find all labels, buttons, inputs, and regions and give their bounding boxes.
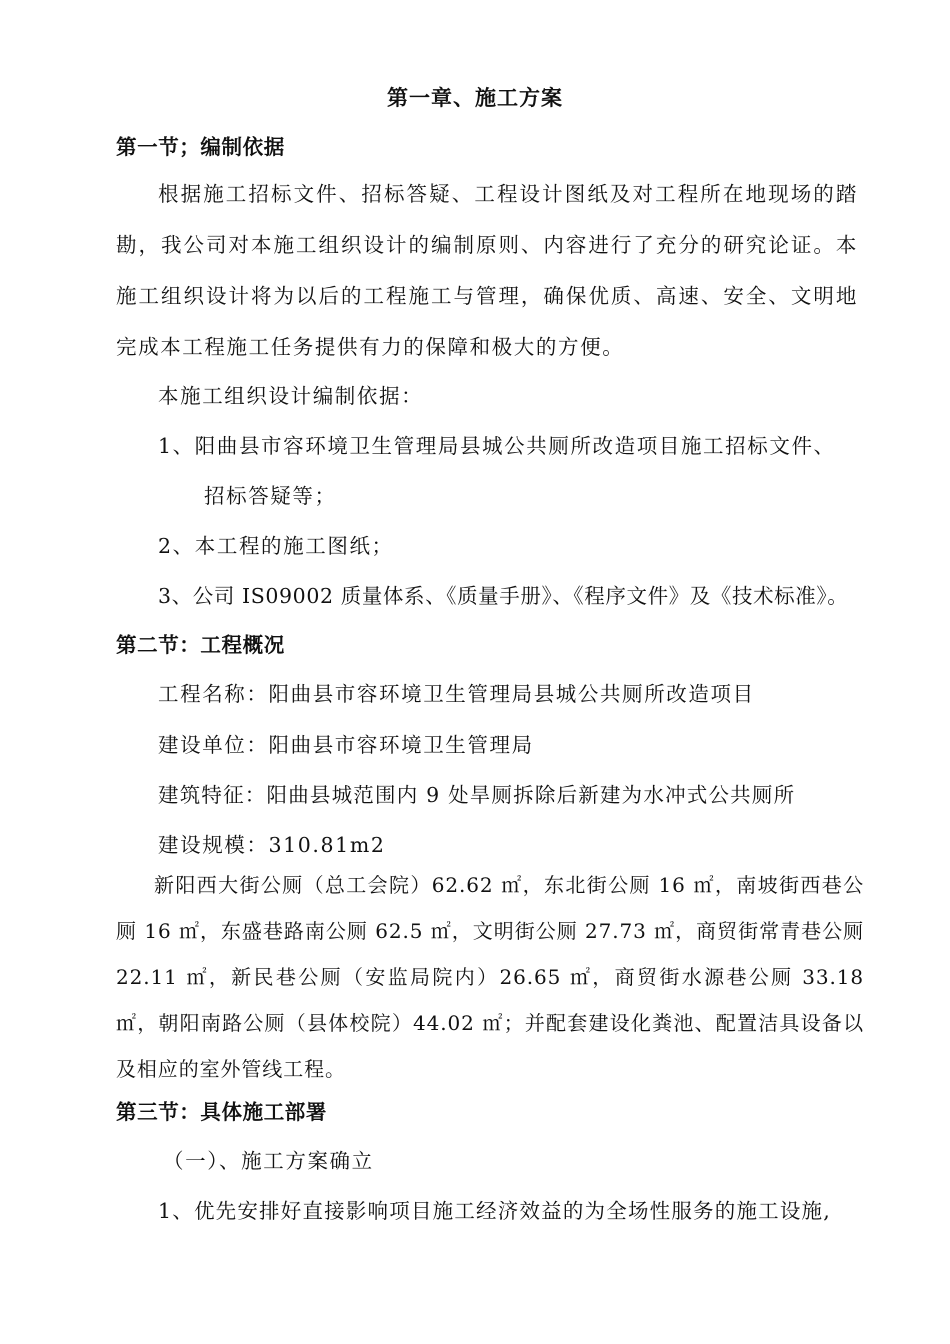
owner-unit: 建设单位：阳曲县市容环境卫生管理局 <box>158 733 534 757</box>
section-1-paragraph: 根据施工招标文件、招标答疑、工程设计图纸及对工程所在地现场的踏勘，我公司对本施工组织设计的编制原则、内容进行了充分的研究论证。本施工组织设计将为以后的工程施工与管理，确保优质、高速、安全、文明地完成本工程施工任务提供有力的保障和极大的方便。 <box>116 182 858 359</box>
basis-item-1a: 1、阳曲县市容环境卫生管理局县城公共厕所改造项目施工招标文件、 <box>158 434 836 458</box>
toilet-detail-paragraph: 新阳西大街公厕（总工会院）62.62 ㎡，东北街公厕 16 ㎡，南坡街西巷公厕 16 ㎡，东盛巷路南公厕 62.5 ㎡，文明街公厕 27.73 ㎡，商贸街常青巷公厕 22.11 ㎡，新民巷公厕（安监局院内）26.65 ㎡，商贸街水源巷公厕 33.18 ㎡，朝阳南路公厕（县体校院）44.02 ㎡；并配套建设化粪池、配置洁具设备以及相应的室外管线工程。 <box>116 873 864 1081</box>
basis-item-3: 3、公司 IS09002 质量体系、《质量手册》、《程序文件》及《技术标准》。 <box>158 584 849 608</box>
deployment-item-1: 1、优先安排好直接影响项目施工经济效益的为全场性服务的施工设施, <box>158 1199 831 1223</box>
construction-scale: 建设规模：310.81m2 <box>158 833 386 857</box>
section-2-heading: 第二节：工程概况 <box>116 633 285 657</box>
building-features: 建筑特征：阳曲县城范围内 9 处旱厕拆除后新建为水冲式公共厕所 <box>158 783 796 807</box>
basis-intro: 本施工组织设计编制依据： <box>158 384 424 408</box>
project-name: 工程名称：阳曲县市容环境卫生管理局县城公共厕所改造项目 <box>158 682 755 706</box>
section-1-heading: 第一节；编制依据 <box>116 135 285 159</box>
chapter-title: 第一章、施工方案 <box>387 85 563 110</box>
basis-item-1b: 招标答疑等； <box>204 484 337 508</box>
basis-item-2: 2、本工程的施工图纸； <box>158 534 394 558</box>
subsection-1: （一）、施工方案确立 <box>163 1149 374 1173</box>
section-3-heading: 第三节：具体施工部署 <box>116 1100 327 1124</box>
